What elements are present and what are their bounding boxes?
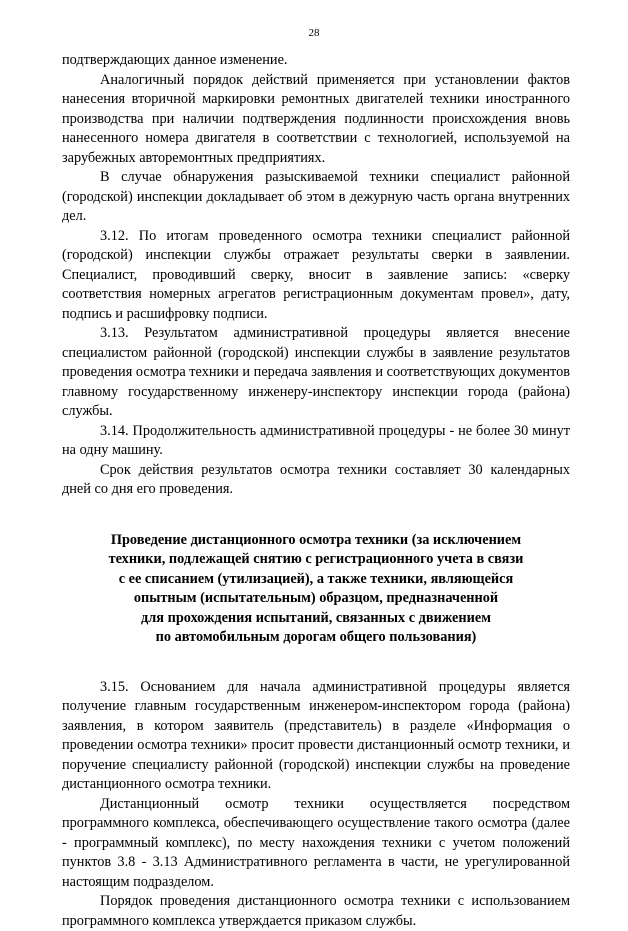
heading-line: с ее списанием (утилизацией), а также техники, являющейся [62,570,570,590]
section-heading [62,531,570,648]
paragraph: Срок действия результатов осмотра техники составляет 30 календарных дней со дня его проведения. [62,461,570,500]
heading-line: техники, подлежащей снятию с регистрационного учета в связи [62,550,570,570]
paragraph-3-14: 3.14. Продолжительность административной процедуры - не более 30 минут на одну машину. [62,422,570,461]
paragraphs-bottom [62,678,570,931]
heading-line: для прохождения испытаний, связанных с движением [62,609,570,629]
paragraph: подтверждающих данное изменение. [62,51,570,71]
paragraph: Порядок проведения дистанционного осмотра техники с использованием программного комплекса утверждается приказом службы. [62,892,570,931]
paragraphs-top [62,51,570,500]
paragraph: Аналогичный порядок действий применяется при установлении фактов нанесения вторичной маркировки ремонтных двигателей техники иностранного производства при наличии подтверждения подлинности происхождения вновь нанесенного номера двигателя в соответствии с технологией, используемой на зарубежных авторемонтных предприятиях. [62,71,570,169]
heading-line: опытным (испытательным) образцом, предназначенной [62,589,570,609]
paragraph: Дистанционный осмотр техники осуществляется посредством программного комплекса, обеспечивающего осуществление такого осмотра (далее - программный комплекс), по месту нахождения техники с учетом положений пунктов 3.8 - 3.13 Административного регламента в части, не урегулированной настоящим подразделом. [62,795,570,893]
heading-line: по автомобильным дорогам общего пользования) [62,628,570,648]
paragraph: В случае обнаружения разыскиваемой техники специалист районной (городской) инспекции докладывает об этом в дежурную часть органа внутренних дел. [62,168,570,227]
paragraph-3-13: 3.13. Результатом административной процедуры является внесение специалистом районной (городской) инспекции службы в заявление результатов проведения осмотра техники и передача заявления и соответствующих документов главному государственному инженеру-инспектору инспекции города (района) службы. [62,324,570,422]
paragraph-3-15: 3.15. Основанием для начала административной процедуры является получение главным государственным инженером-инспектором города (района) заявления, в котором заявитель (представитель) в разделе «Информация о проведении осмотра техники» просит провести дистанционный осмотр техники, и поручение специалисту районной (городской) инспекции службы на проведение дистанционного осмотра техники. [62,678,570,795]
paragraph-3-12: 3.12. По итогам проведенного осмотра техники специалист районной (городской) инспекции службы отражает результаты сверки в заявлении. Специалист, проводивший сверку, вносит в заявление запись: «сверку соответствия номерных агрегатов регистрационным документам провел», дату, подпись и расшифровку подписи. [62,227,570,325]
page-number: 28 [0,27,628,39]
document-body [62,51,570,931]
heading-line: Проведение дистанционного осмотра техники (за исключением [62,531,570,551]
